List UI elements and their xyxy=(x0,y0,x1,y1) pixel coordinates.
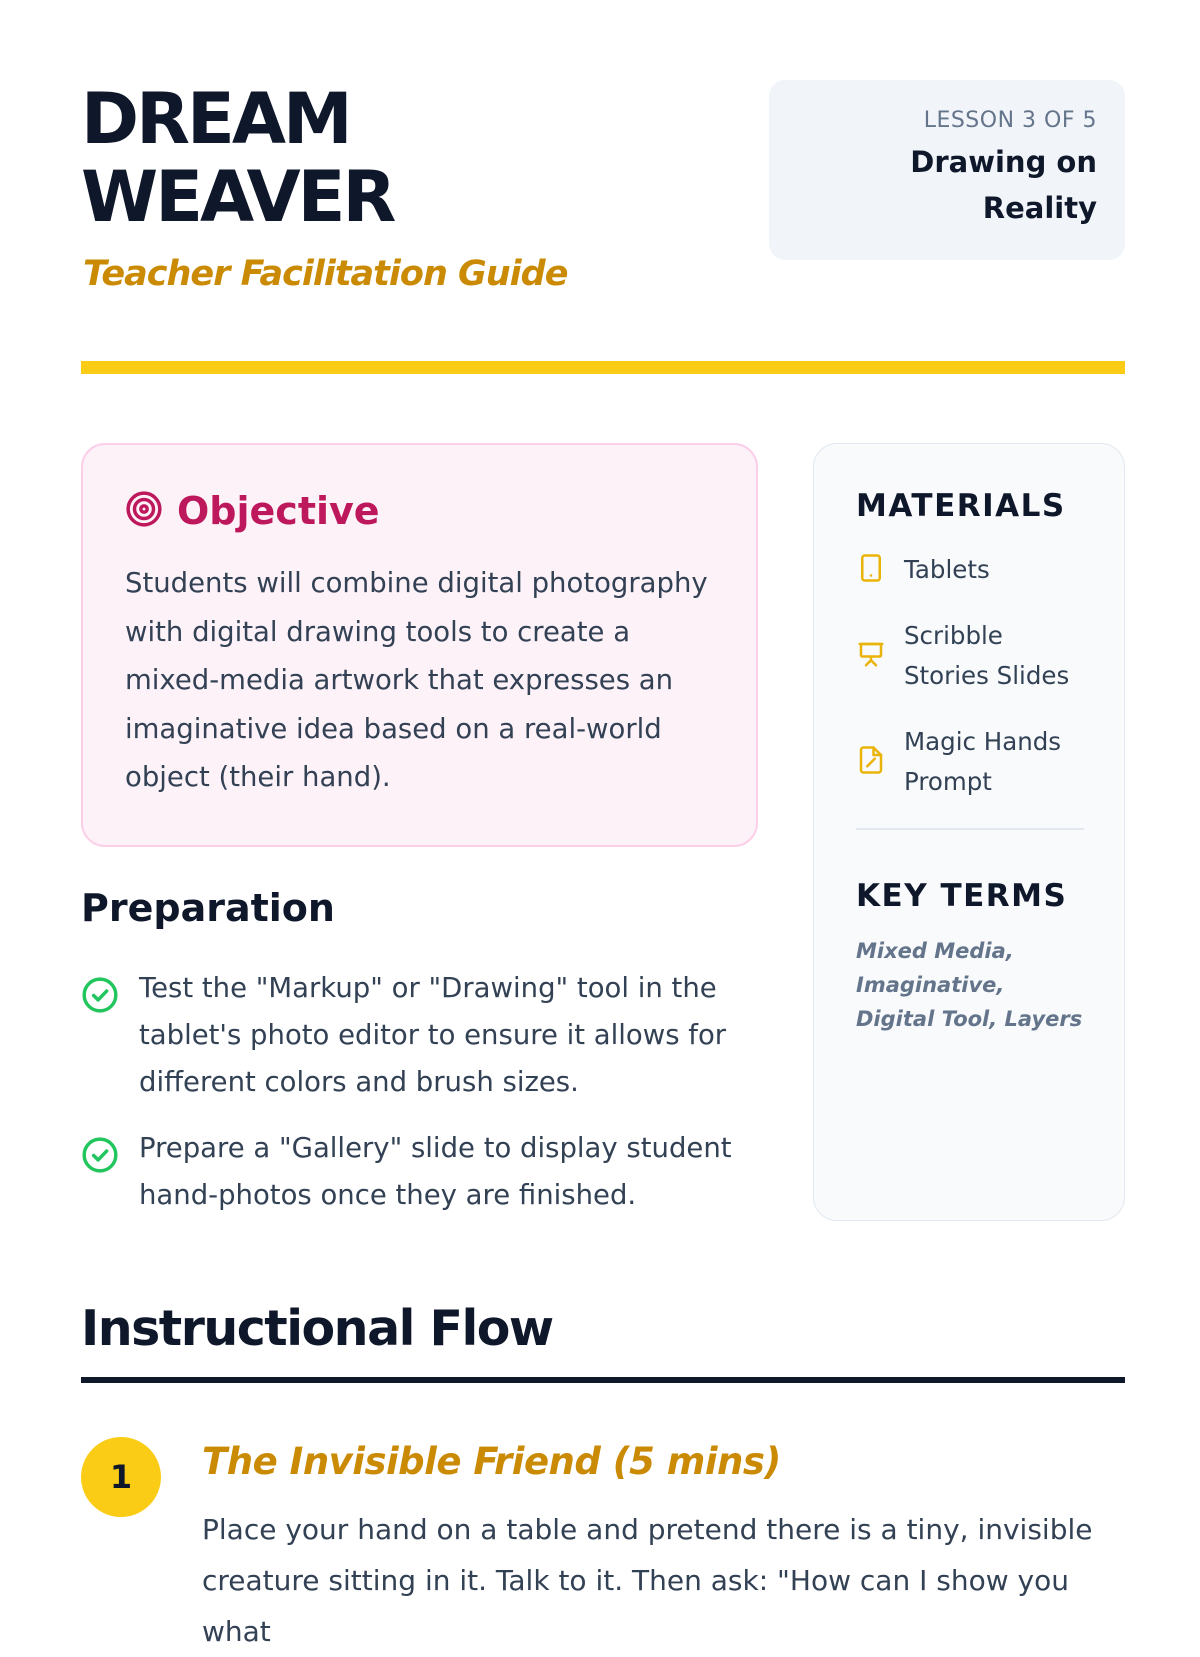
sidebar-divider xyxy=(856,828,1084,830)
flow-heading: Instructional Flow xyxy=(81,1300,553,1357)
materials-list xyxy=(856,550,1084,802)
objective-text: Students will combine digital photography with digital drawing tools to create a mixed-media artwork that expresses an imaginative idea based on a real-world object (their hand). xyxy=(125,567,708,793)
check-circle-icon xyxy=(81,1125,119,1219)
key-terms-text: Mixed Media, Imaginative, Digital Tool, Layers xyxy=(856,938,1083,1031)
page-header xyxy=(81,80,1125,375)
preparation-item-text: Prepare a "Gallery" slide to display student hand-photos once they are finished. xyxy=(139,1132,732,1211)
target-icon xyxy=(125,490,163,532)
preparation-list xyxy=(81,965,761,1238)
header-divider xyxy=(81,361,1125,374)
page-subtitle: Teacher Facilitation Guide xyxy=(83,254,568,294)
key-terms-heading: KEY TERMS xyxy=(856,877,1068,914)
lesson-title: Drawing on Reality xyxy=(910,145,1097,225)
sidebar-panel xyxy=(813,443,1125,1221)
list-item xyxy=(856,616,1084,696)
list-item xyxy=(81,965,761,1106)
lesson-info-box xyxy=(769,80,1125,260)
material-label: Tablets xyxy=(904,555,990,584)
tablet-icon xyxy=(856,553,886,587)
list-item xyxy=(81,1125,761,1219)
step-number-badge: 1 xyxy=(81,1437,161,1517)
material-label: Scribble Stories Slides xyxy=(904,621,1070,690)
objective-card xyxy=(81,443,758,847)
objective-header xyxy=(125,489,714,533)
material-label: Magic Hands Prompt xyxy=(904,727,1062,796)
list-item xyxy=(856,722,1084,802)
materials-heading: MATERIALS xyxy=(856,488,1066,524)
presentation-icon xyxy=(856,639,886,673)
flow-divider xyxy=(81,1377,1125,1383)
preparation-item-text: Test the "Markup" or "Drawing" tool in the tablet's photo editor to ensure it allows for different colors and brush sizes. xyxy=(139,972,727,1098)
preparation-heading: Preparation xyxy=(81,886,335,930)
page-title: DREAM WEAVER xyxy=(81,78,394,238)
lesson-count: LESSON 3 OF 5 xyxy=(923,108,1097,133)
step-title: The Invisible Friend (5 mins) xyxy=(202,1440,781,1483)
file-icon xyxy=(856,745,886,779)
check-circle-icon xyxy=(81,965,119,1106)
step-text: Place your hand on a table and pretend there is a tiny, invisible creature sitting in it. Talk to it. Then ask: "How can I show you what xyxy=(202,1513,1093,1648)
objective-heading: Objective xyxy=(177,489,380,533)
list-item xyxy=(856,550,1084,590)
